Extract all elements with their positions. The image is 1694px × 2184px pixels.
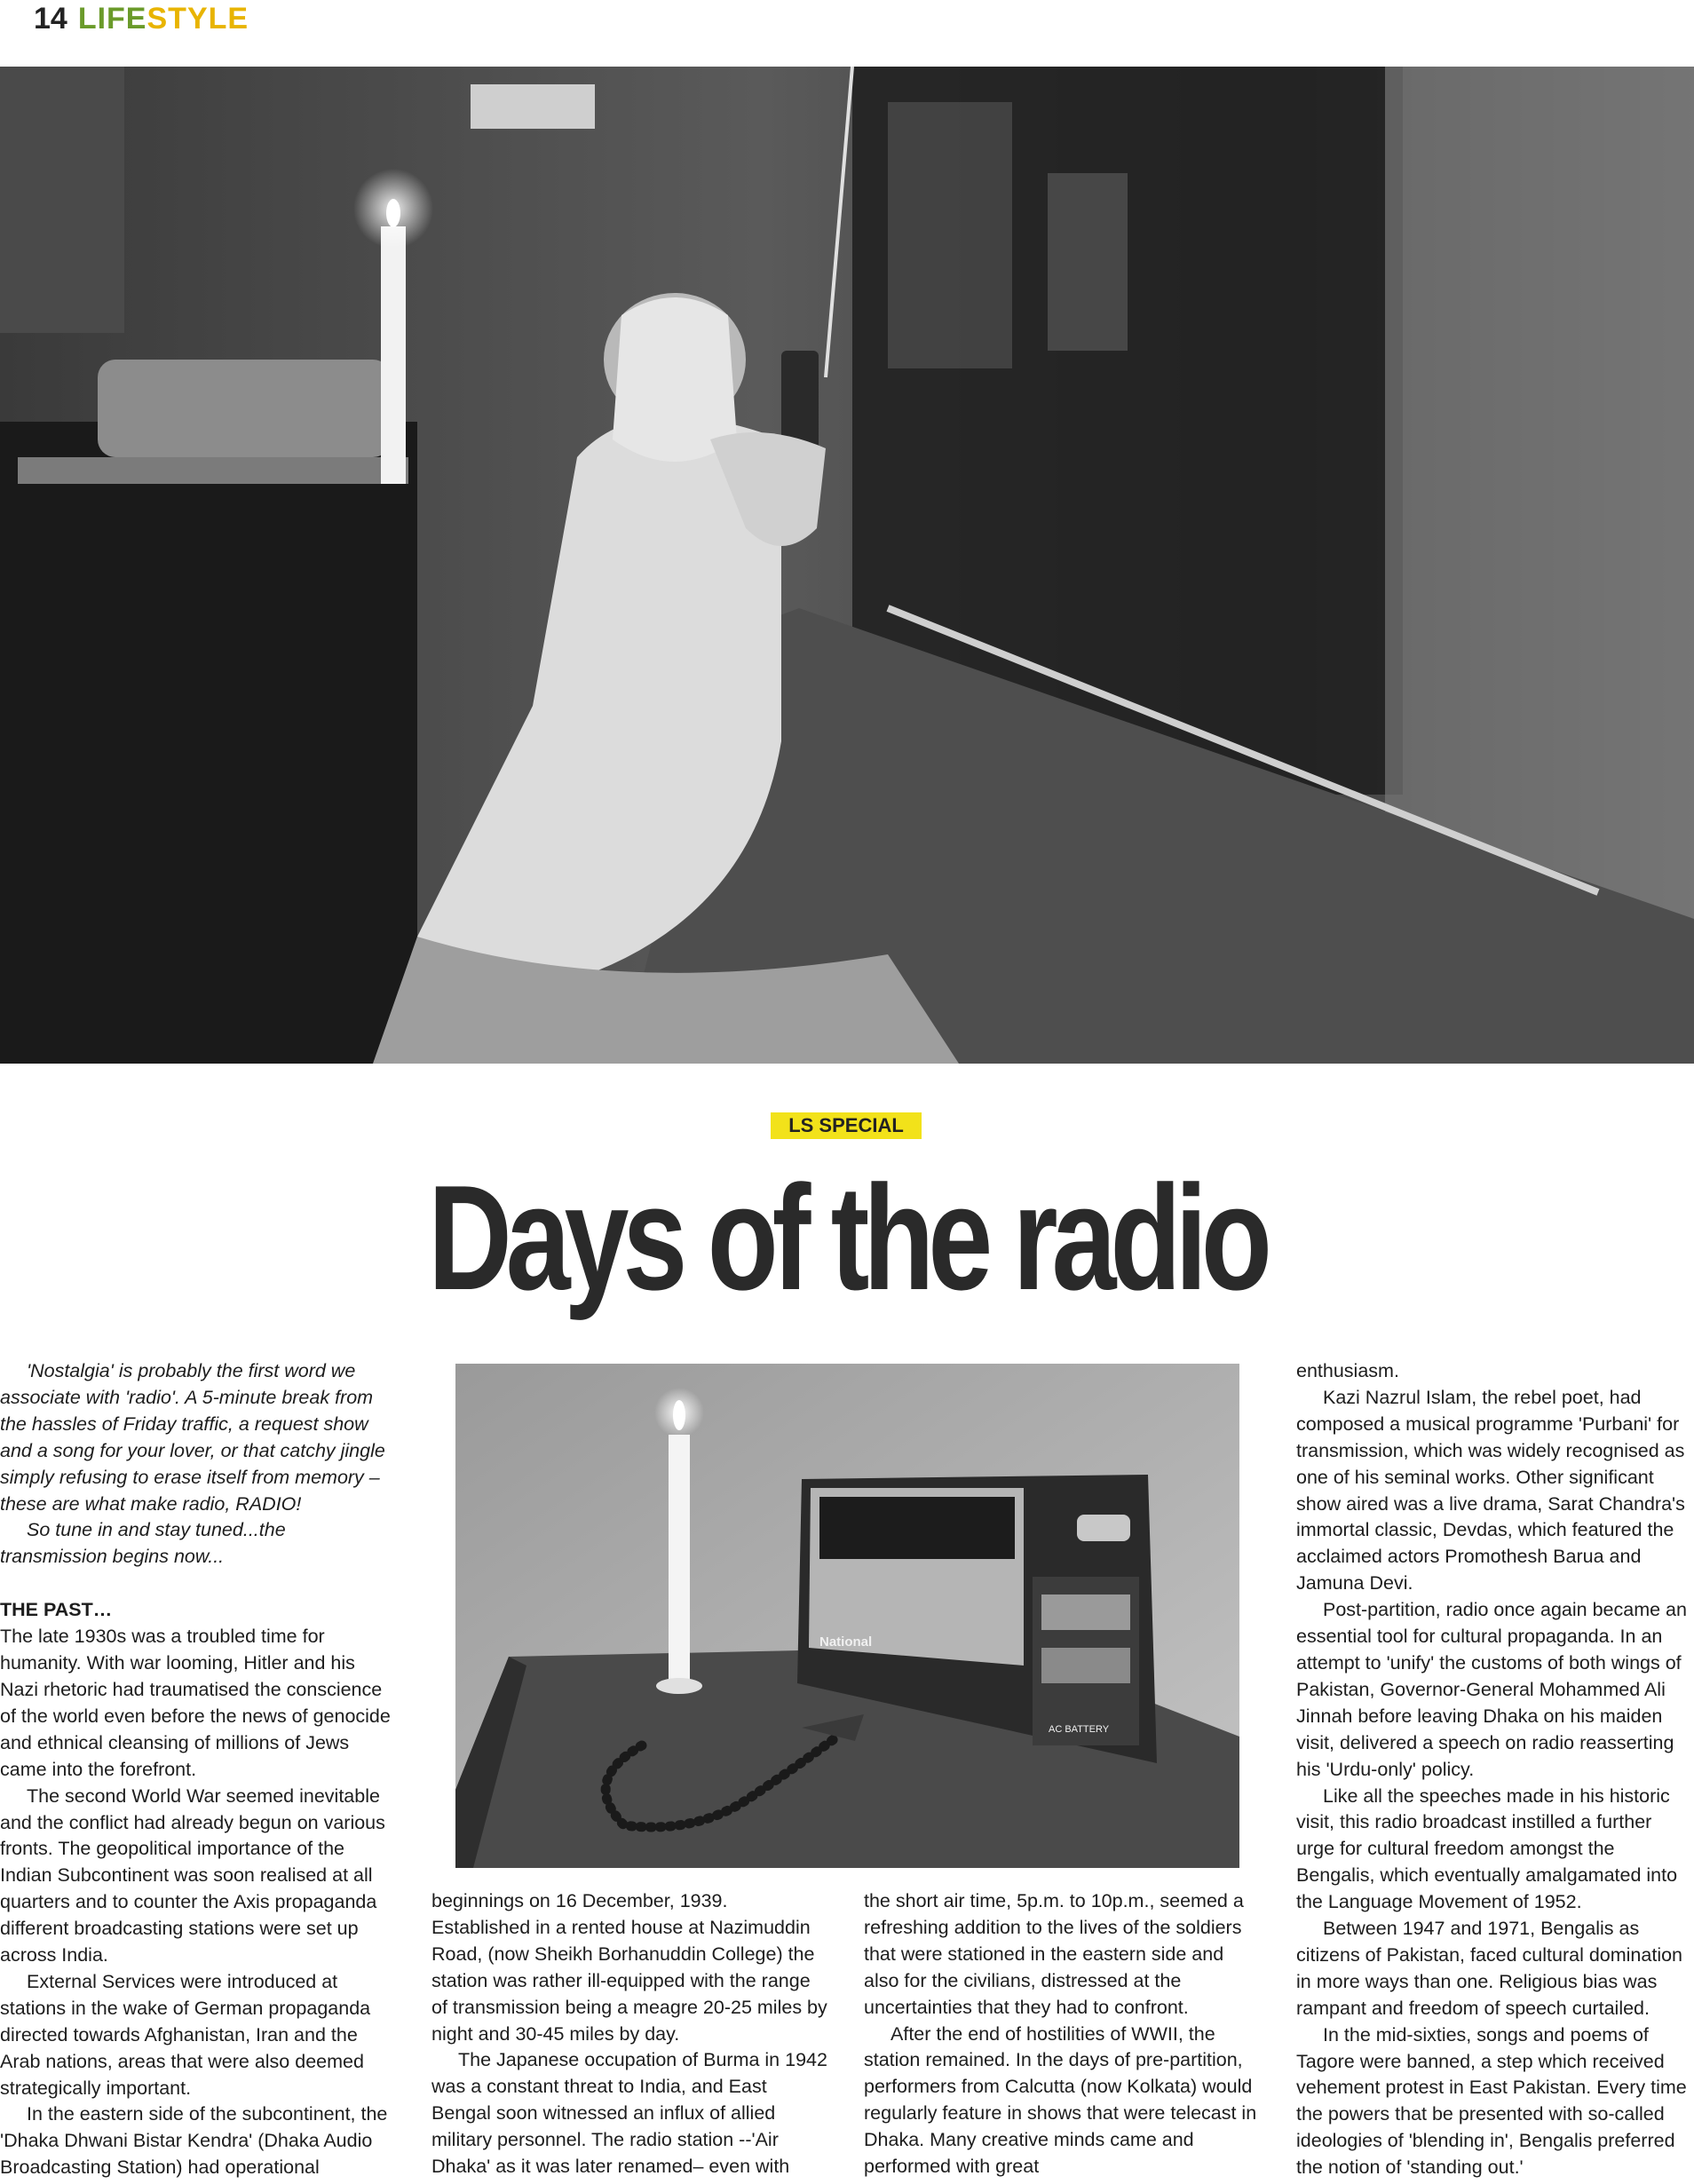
intro-paragraph: So tune in and stay tuned...the transmission begins now... [0, 1519, 286, 1568]
page-header [34, 2, 249, 36]
radio-photo [455, 1364, 1239, 1868]
headline: Days of the radio [428, 1154, 1266, 1321]
radio-label-text: AC BATTERY [1049, 1724, 1110, 1735]
hero-photo [0, 67, 1694, 1064]
subheading: THE PAST… [0, 1599, 113, 1621]
section-name-life: LIFE [77, 1, 147, 36]
body-paragraph: Post-partition, radio once again became an essential tool for cultural propaganda. In an attempt to 'unify' the customs of both wings of Pakistan, Governor-General Mohammed Ali Jinnah before leaving Dhaka on his maiden visit, delivered a speech on radio reasserting his 'Urdu-only' policy. [1296, 1599, 1687, 1780]
page-number: 14 [34, 1, 67, 36]
body-paragraph: enthusiasm. [1296, 1360, 1399, 1381]
radio-brand-text: National [819, 1634, 873, 1650]
body-paragraph: External Services were introduced at stations in the wake of German propaganda directed towards Afghanistan, Iran and the Arab nations, areas that were also deemed strategically important. [0, 1970, 371, 2099]
body-paragraph: the short air time, 5p.m. to 10p.m., seemed a refreshing addition to the lives of the soldiers that were stationed in the eastern side and also for the civilians, distressed at the uncertainties that they had to confront. [864, 1890, 1244, 2018]
intro-paragraph: 'Nostalgia' is probably the first word we associate with 'radio'. A 5-minute break from the hassles of Friday traffic, a request show and a song for your lover, or that catchy jingle simply refusing to erase itself from memory – these are what make radio, RADIO! [0, 1360, 385, 1515]
body-paragraph: After the end of hostilities of WWII, the station remained. In the days of pre-partition, performers from Calcutta (now Kolkata) would regularly feature in shows that were telecast in Dhaka. Many creative minds came and performed with great [864, 2022, 1257, 2178]
section-logo [78, 2, 249, 36]
article-column-2 [431, 1888, 829, 2180]
article-column-3 [864, 1888, 1262, 2180]
article-column-1 [0, 1358, 398, 2181]
body-paragraph: The late 1930s was a troubled time for humanity. With war looming, Hitler and his Nazi rhetoric had traumatised the conscience of the world even before the news of genocide and ethnical cleansing of millions of Jews came into the forefront. [0, 1626, 391, 1780]
body-paragraph: beginnings on 16 December, 1939. Established in a rented house at Nazimuddin Road, (now Sheikh Borhanuddin College) the station was rather ill-equipped with the range of transmission being a meagre 20-25 miles by night and 30-45 miles by day. [431, 1890, 827, 2045]
section-kicker: LS SPECIAL [771, 1112, 922, 1139]
body-paragraph: Kazi Nazrul Islam, the rebel poet, had composed a musical programme 'Purbani' for transmission, which was widely recognised as one of his seminal works. Other significant show aired was a live drama, Sarat Chandra's immortal classic, Devdas, which featured the acclaimed actors Promothesh Barua and Jamuna Devi. [1296, 1386, 1685, 1594]
body-paragraph: Like all the speeches made in his historic visit, this radio broadcast instilled a further urge for cultural freedom amongst the Bengalis, which eventually amalgamated into the Language Movement of 1952. [1296, 1784, 1678, 1913]
section-name-style: STYLE [146, 1, 249, 36]
body-paragraph: The Japanese occupation of Burma in 1942 was a constant threat to India, and East Bengal soon witnessed an influx of allied military personnel. The radio station --'Air Dhaka' as it was later renamed– even with [431, 2049, 827, 2178]
article-column-4 [1296, 1358, 1694, 2181]
body-paragraph: In the mid-sixties, songs and poems of Tagore were banned, a step which received vehement protest in East Pakistan. Every time the powers that be presented with so-called ideologies of 'blending in', Bengalis preferred the notion of 'standing out.' [1296, 2023, 1687, 2179]
body-paragraph: In the eastern side of the subcontinent, the 'Dhaka Dhwani Bistar Kendra' (Dhaka Audio Broadcasting Station) had operational [0, 2103, 388, 2179]
body-paragraph: Between 1947 and 1971, Bengalis as citizens of Pakistan, faced cultural domination in more ways than one. Religious bias was rampant and freedom of speech curtailed. [1296, 1918, 1683, 2019]
body-paragraph: The second World War seemed inevitable and the conflict had already begun on various fronts. The geopolitical importance of the Indian Subcontinent was soon realised at all quarters and to counter the Axis propaganda different broadcasting stations were set up across India. [0, 1784, 385, 1966]
